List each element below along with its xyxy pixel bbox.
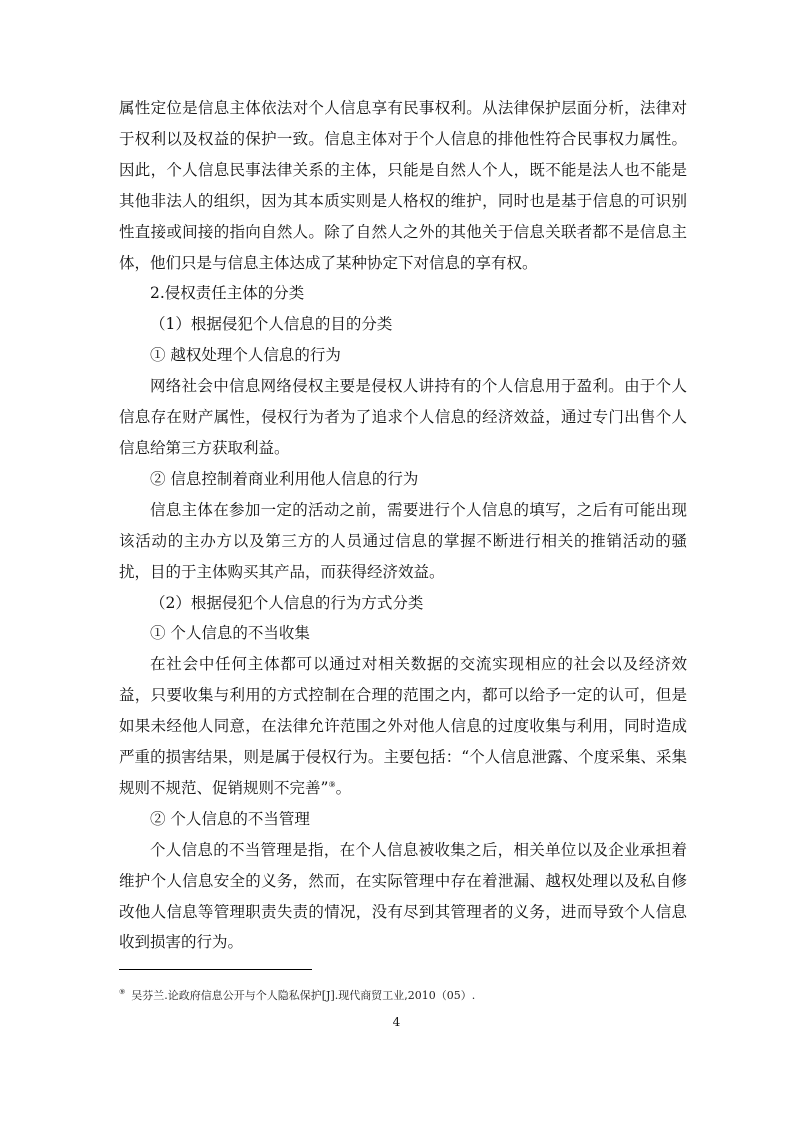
item-heading: ① 个人信息的不当收集 [150,624,310,643]
paragraph: 信息主体在参加一定的活动之前，需要进行个人信息的填写，之后有可能出现该活动的主办方以及第三方的人员通过信息的掌握不断进行相关的推销活动的骚扰，目的于主体购买其产品，而获得经济效益。 [119,500,687,581]
paragraph: 网络社会中信息网络侵权主要是侵权人讲持有的个人信息用于盈利。由于个人信息存在财产属性，侵权行为者为了追求个人信息的经济效益，通过专门出售个人信息给第三方获取利益。 [119,377,687,457]
item-heading: ① 越权处理个人信息的行为 [150,346,341,365]
footnote [119,988,687,1004]
paragraph-text: 在社会中任何主体都可以通过对相关数据的交流实现相应的社会以及经济效益，只要收集与利用的方式控制在合理的范围之内，都可以给予一定的认可，但是如果未经他人同意，在法律允许范围之外对他人信息的过度收集与利用，同时造成严重的损害结果，则是属于侵权行为。主要包括：“个人信息泄露、个度采集、采集规则不规范、促销规则不完善” [119,655,687,797]
footnote-mark: ⑨ [119,988,126,997]
body-text [119,93,687,958]
footnote-text: 吴芬兰.论政府信息公开与个人隐私保护[J].现代商贸工业,2010（05）. [131,989,476,1002]
page-number: 4 [392,1015,401,1029]
section-heading: 2.侵权责任主体的分类 [150,284,305,303]
footnote-separator [119,969,312,970]
subsection-heading: （1）根据侵犯个人信息的目的分类 [150,315,393,334]
item-heading: ② 信息控制着商业利用他人信息的行为 [150,469,419,488]
paragraph: 个人信息的不当管理是指，在个人信息被收集之后，相关单位以及企业承担着维护个人信息安全的义务，然而，在实际管理中存在着泄漏、越权处理以及私自修改他人信息等管理职责失责的情况，没有尽到其管理者的义务，进而导致个人信息收到损害的行为。 [119,840,687,952]
paragraph-with-footnote [119,649,687,804]
subsection-heading: （2）根据侵犯个人信息的行为方式分类 [150,593,424,612]
paragraph-continued: 属性定位是信息主体依法对个人信息享有民事权利。从法律保护层面分析，法律对于权利以及权益的保护一致。信息主体对于个人信息的排他性符合民事权力属性。因此，个人信息民事法律关系的主体，只能是自然人个人，既不能是法人也不能是其他非法人的组织，因为其本质实则是人格权的维护，同时也是基于信息的可识别性直接或间接的指向自然人。除了自然人之外的其他关于信息关联者都不是信息主体，他们只是与信息主体达成了某种协定下对信息的享有权。 [119,99,687,272]
paragraph-end-mark: 。 [335,778,352,797]
footnote-reference[interactable]: ⑨ [328,779,336,789]
item-heading: ② 个人信息的不当管理 [150,809,310,828]
